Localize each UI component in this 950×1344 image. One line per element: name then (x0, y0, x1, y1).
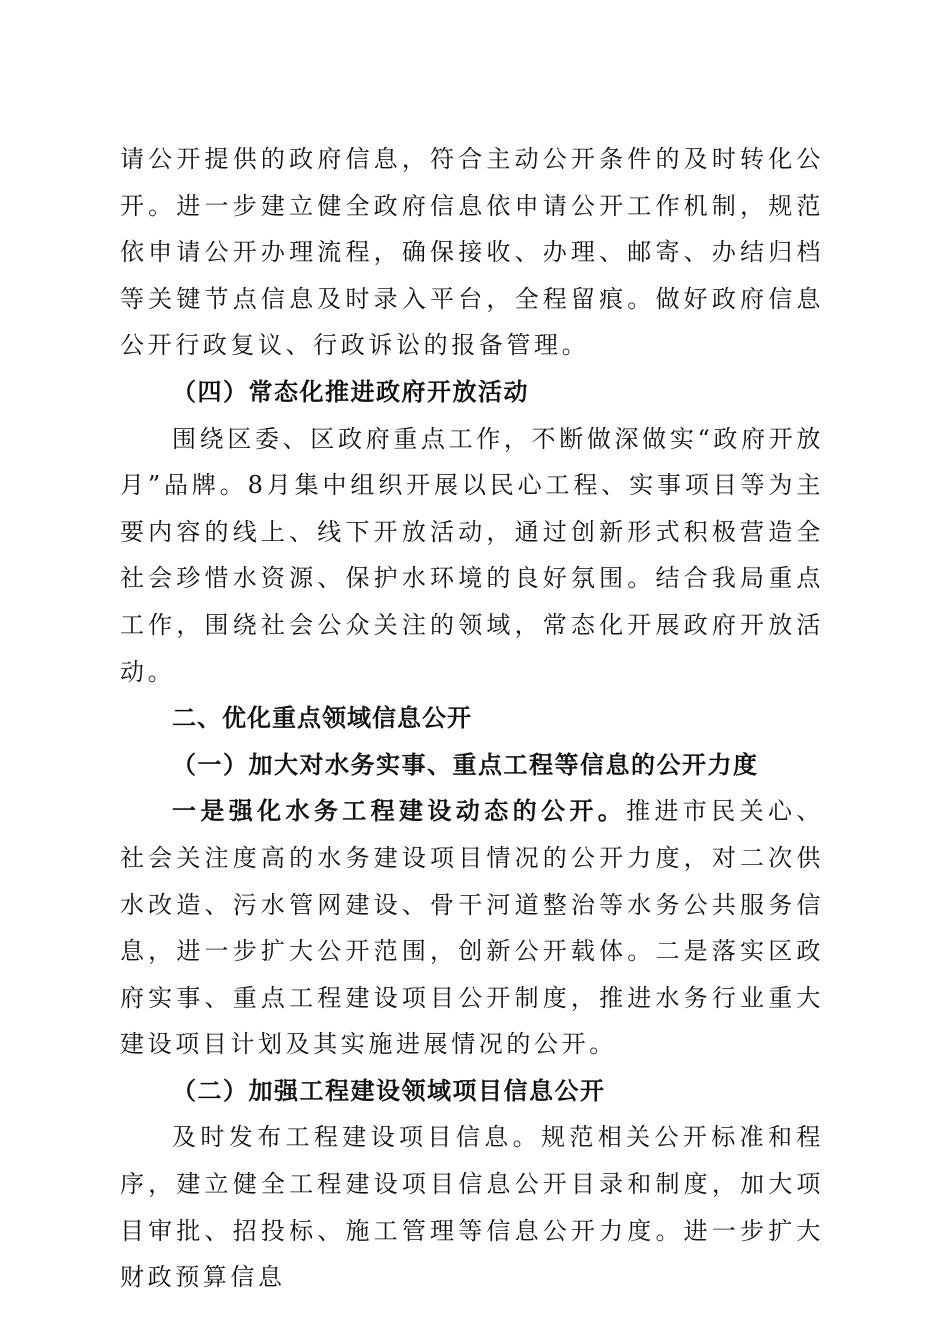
subheading-1-water-projects: （一）加大对水务实事、重点工程等信息的公开力度 (172, 749, 759, 779)
document-body (120, 136, 824, 1301)
paragraph-engineering-info: 及时发布工程建设项目信息。规范相关公开标准和程序，建立健全工程建设项目信息公开目录和制度，加大项目审批、招投标、施工管理等信息公开力度。进一步扩大财政预算信息 (120, 1123, 824, 1292)
subheading-4-open-activities: （四）常态化推进政府开放活动 (172, 376, 529, 406)
paragraph-open-month: 围绕区委、区政府重点工作，不断做深做实“政府开放月”品牌。8月集中组织开展以民心工程、实事项目等为主要内容的线上、线下开放活动，通过创新形式积极营造全社会珍惜水资源、保护水环境的良好氛围。结合我局重点工作，围绕社会公众关注的领域，常态化开展政府开放活动。 (120, 424, 824, 686)
subheading-2-engineering-info: （二）加强工程建设领域项目信息公开 (172, 1075, 606, 1105)
paragraph-continuation: 请公开提供的政府信息，符合主动公开条件的及时转化公开。进一步建立健全政府信息依申请公开工作机制，规范依申请公开办理流程，确保接收、办理、邮寄、办结归档等关键节点信息及时录入平台，全程留痕。做好政府信息公开行政复议、行政诉讼的报备管理。 (120, 145, 824, 360)
paragraph-lead-text: 一是强化水务工程建设动态的公开。 (172, 796, 627, 826)
section-heading-2: 二、优化重点领域信息公开 (172, 704, 472, 733)
paragraph-body-text: 推进市民关心、社会关注度高的水务建设项目情况的公开力度，对二次供水改造、污水管网建设、骨干河道整治等水务公共服务信息，进一步扩大公开范围，创新公开载体。二是落实区政府实事、重点工程建设项目公开制度，推进水务行业重大建设项目计划及其实施进展情况的公开。 (120, 797, 824, 1059)
paragraph-water-projects (120, 788, 824, 1068)
